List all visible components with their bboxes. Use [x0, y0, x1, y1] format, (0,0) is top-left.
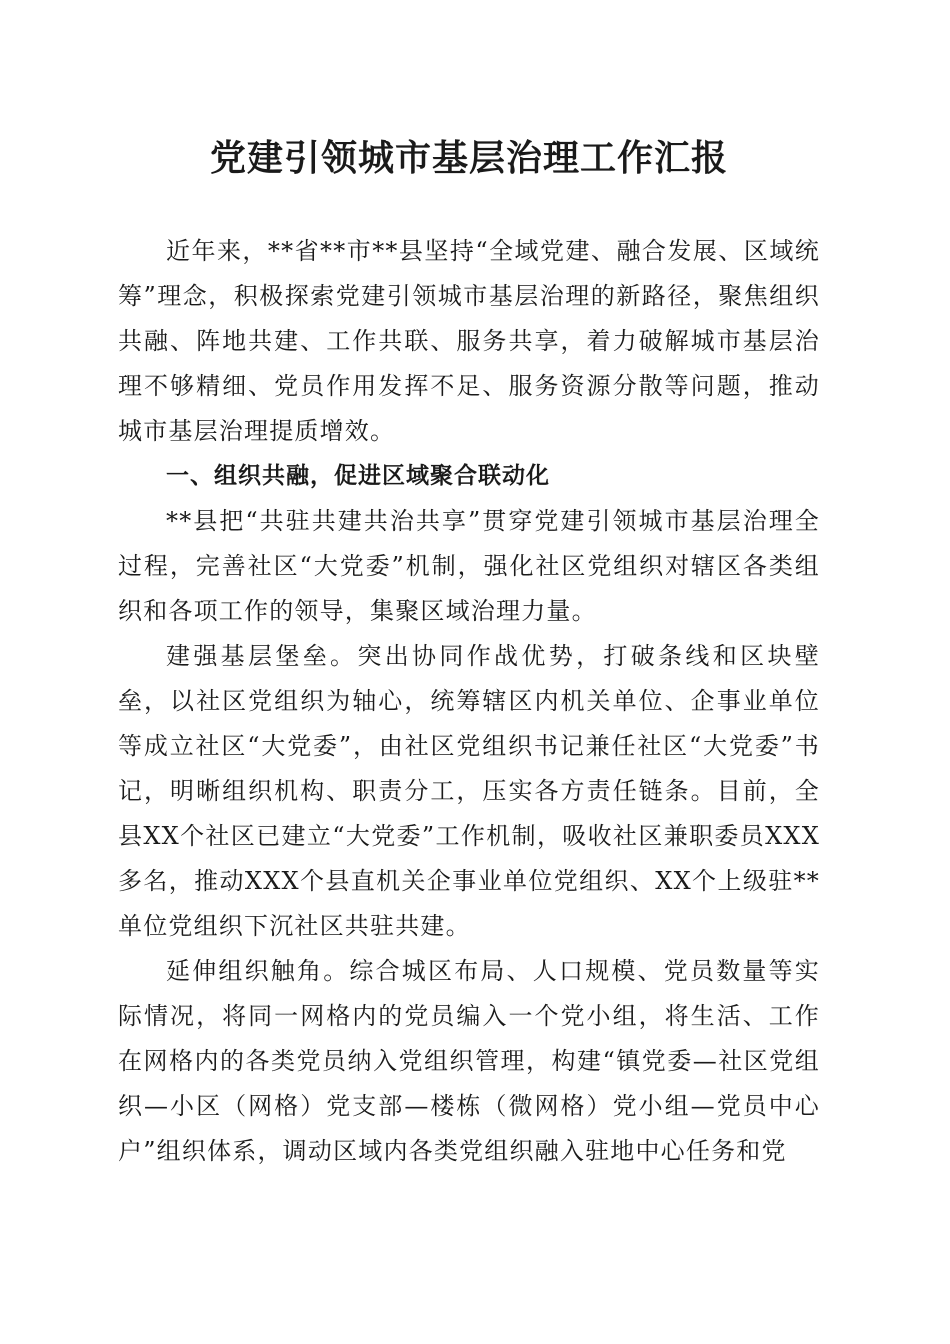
section-heading-1: 一、组织共融，促进区域聚合联动化: [166, 463, 550, 489]
document-body: [118, 229, 820, 1174]
document-title: 党建引领城市基层治理工作汇报: [209, 137, 728, 179]
paragraph-extend-organization: 延伸组织触角。综合城区布局、人口规模、党员数量等实际情况，将同一网格内的党员编入一个党小组，将生活、工作在网格内的各类党员纳入党组织管理，构建“镇党委—社区党组织—小区（网格）党支部—楼栋（微网格）党小组—党员中心户”组织体系，调动区域内各类党组织融入驻地中心任务和党: [118, 957, 820, 1165]
paragraph-section-1-intro: **县把“共驻共建共治共享”贯穿党建引领城市基层治理全过程，完善社区“大党委”机制，强化社区党组织对辖区各类组织和各项工作的领导，集聚区域治理力量。: [118, 507, 820, 625]
paragraph-strengthen-grassroots: 建强基层堡垒。突出协同作战优势，打破条线和区块壁垒，以社区党组织为轴心，统筹辖区内机关单位、企事业单位等成立社区“大党委”，由社区党组织书记兼任社区“大党委”书记，明晰组织机构、职责分工，压实各方责任链条。目前，全县XX个社区已建立“大党委”工作机制，吸收社区兼职委员XXX多名，推动XXX个县直机关企事业单位党组织、XX个上级驻**单位党组织下沉社区共驻共建。: [118, 642, 820, 940]
paragraph-intro: 近年来，**省**市**县坚持“全域党建、融合发展、区域统筹”理念，积极探索党建引领城市基层治理的新路径，聚焦组织共融、阵地共建、工作共联、服务共享，着力破解城市基层治理不够精细、党员作用发挥不足、服务资源分散等问题，推动城市基层治理提质增效。: [118, 237, 820, 445]
